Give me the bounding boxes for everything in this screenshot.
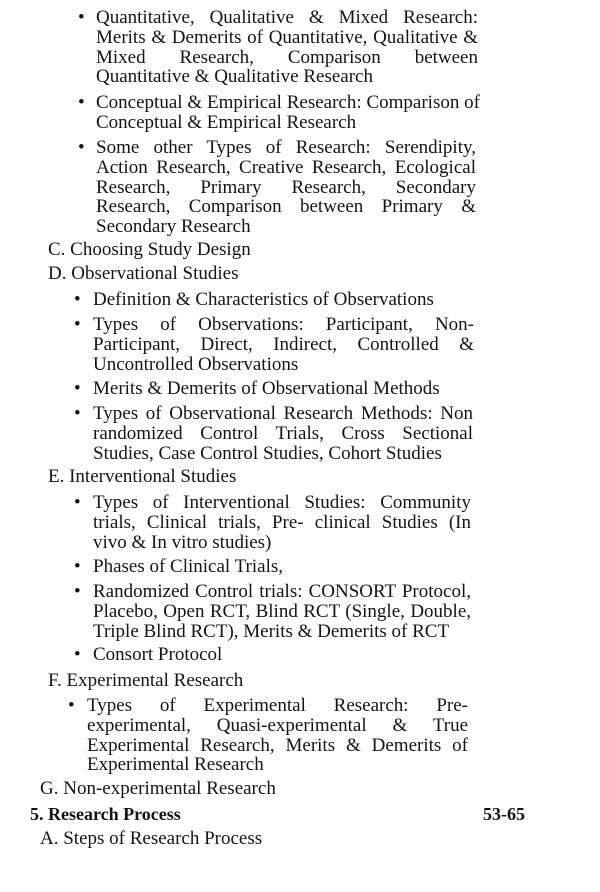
list-item: Types of Experimental Research: Pre-experimental, Quasi-experimental & True Experimental Research, Merits & Demerits of Experimental Research <box>87 695 468 776</box>
section-heading: D. Observational Studies <box>48 263 239 284</box>
list-item: Types of Observational Research Methods: Non randomized Control Trials, Cross Sectional Studies, Case Control Studies, Cohort Studies <box>93 403 473 464</box>
section-heading: A. Steps of Research Process <box>40 828 263 849</box>
list-item: Phases of Clinical Trials, <box>93 556 284 577</box>
section-heading: F. Experimental Research <box>48 670 244 691</box>
bullet-icon: • <box>74 378 81 399</box>
list-item: Definition & Characteristics of Observations <box>93 289 434 310</box>
list-item: Types of Observations: Participant, Non-Participant, Direct, Indirect, Controlled & Uncontrolled Observations <box>93 314 474 375</box>
section-heading: E. Interventional Studies <box>48 466 237 487</box>
list-item: Merits & Demerits of Observational Methods <box>93 378 440 399</box>
bullet-icon: • <box>74 556 81 577</box>
list-item: Some other Types of Research: Serendipity, Action Research, Creative Research, Ecological Research, Primary Research, Secondary Research, Comparison between Primary & Secondary Research <box>96 137 476 238</box>
bullet-icon: • <box>78 137 85 158</box>
bullet-icon: • <box>74 492 81 513</box>
section-heading: C. Choosing Study Design <box>48 239 251 260</box>
bullet-icon: • <box>78 92 85 113</box>
bullet-icon: • <box>74 644 81 665</box>
bullet-icon: • <box>78 7 85 28</box>
bullet-icon: • <box>74 403 81 424</box>
list-item: Consort Protocol <box>93 644 223 665</box>
chapter-heading: 5. Research Process <box>30 804 181 824</box>
bullet-icon: • <box>68 695 75 716</box>
list-item: Types of Interventional Studies: Community trials, Clinical trials, Pre- clinical Studies (In vivo & In vitro studies) <box>93 492 471 553</box>
list-item: Randomized Control trials: CONSORT Protocol, Placebo, Open RCT, Blind RCT (Single, Double, Triple Blind RCT), Merits & Demerits of RCT <box>93 581 471 642</box>
bullet-icon: • <box>74 289 81 310</box>
bullet-icon: • <box>74 314 81 335</box>
list-item: Quantitative, Qualitative & Mixed Research: Merits & Demerits of Quantitative, Qualitative & Mixed Research, Comparison between Quantitative & Qualitative Research <box>96 7 478 88</box>
page-range: 53-65 <box>483 804 525 824</box>
section-heading: G. Non-experimental Research <box>40 778 276 799</box>
bullet-icon: • <box>74 581 81 602</box>
list-item: Conceptual & Empirical Research: Comparison of Conceptual & Empirical Research <box>96 92 480 133</box>
